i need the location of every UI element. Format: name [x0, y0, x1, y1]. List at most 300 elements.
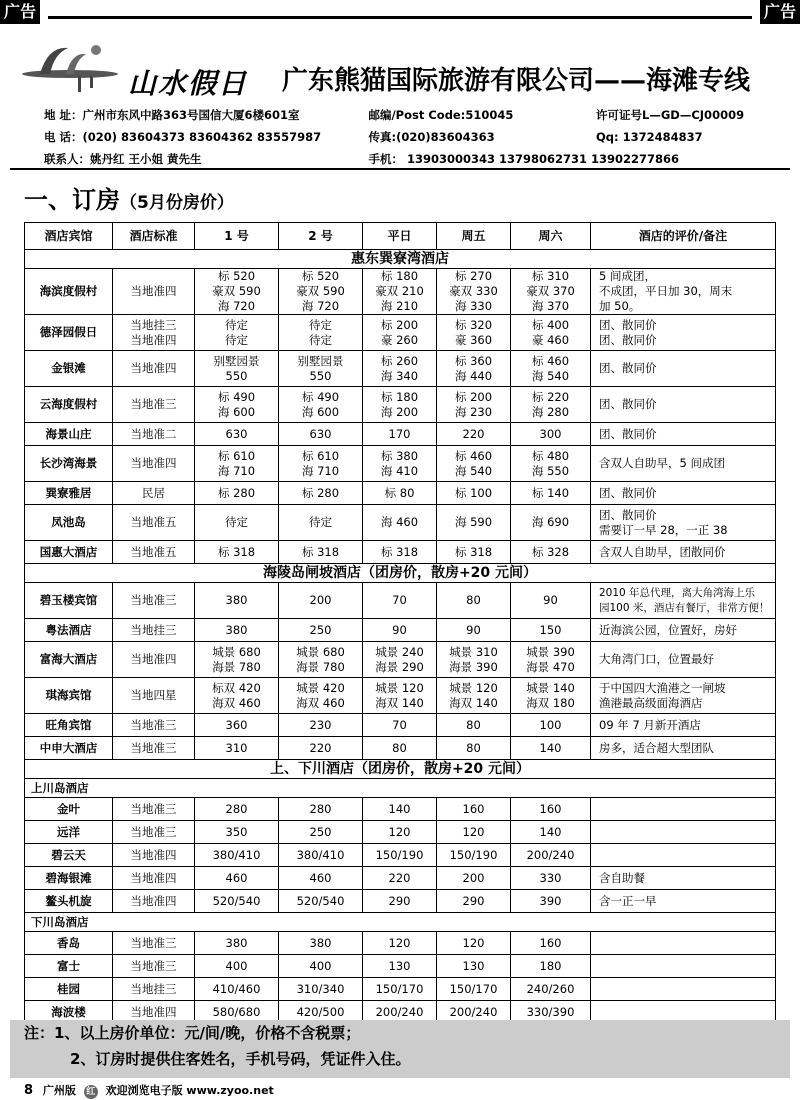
hotel-note: [591, 387, 776, 423]
table-row: [25, 482, 776, 505]
price-cell: [363, 844, 437, 867]
cell-line: 城景 140: [526, 680, 575, 695]
hotel-standard: [113, 583, 195, 619]
cell-line: 290: [462, 893, 485, 908]
phone: 电 话：(020) 83604373 83604362 83557987: [44, 130, 322, 144]
cell-line: 标 180: [380, 389, 419, 404]
hotel-note: [591, 798, 776, 821]
cell-line: 550: [225, 368, 248, 383]
hotel-note: [591, 642, 776, 678]
hotel-name: 长沙湾海景: [25, 446, 113, 482]
price-cell: [279, 821, 363, 844]
cell-line: 220: [462, 426, 485, 441]
table-row: [25, 955, 776, 978]
license: 许可证号L—GD—CJ00009: [596, 108, 745, 122]
price-cell: [511, 821, 591, 844]
cell-line: 海 600: [301, 404, 340, 419]
cell-line: 120: [462, 824, 485, 839]
cell-line: 140: [388, 801, 411, 816]
logo-icon: [20, 36, 120, 96]
table-row: [25, 505, 776, 541]
cell-line: 民居: [142, 485, 165, 500]
cell-line: 410/460: [212, 981, 261, 996]
cell-line: 130: [388, 958, 411, 973]
hotel-standard: [113, 678, 195, 714]
price-cell: [363, 955, 437, 978]
price-cell: [437, 821, 511, 844]
hotel-name: 富海大酒店: [25, 642, 113, 678]
cell-line: 80: [466, 593, 481, 607]
price-cell: [511, 446, 591, 482]
cell-line: 团、散同价: [599, 317, 657, 332]
hotel-standard: [113, 844, 195, 867]
price-cell: [195, 821, 279, 844]
table-header-row: [25, 223, 776, 250]
price-cell: [279, 583, 363, 619]
cell-line: 标 520: [301, 269, 340, 283]
cell-line: 豪双 590: [212, 284, 261, 298]
cell-line: 当地准五: [130, 544, 177, 559]
price-cell: [437, 844, 511, 867]
cell-line: 海 410: [380, 463, 419, 478]
hotel-note: [591, 619, 776, 642]
price-cell: [279, 423, 363, 446]
cell-line: 标 490: [301, 389, 340, 404]
price-cell: [511, 978, 591, 1001]
cell-line: 150/190: [375, 847, 424, 862]
hotel-standard: [113, 798, 195, 821]
cell-line: 海 460: [380, 515, 419, 529]
cell-line: 280: [309, 801, 332, 816]
price-cell: [511, 798, 591, 821]
hotel-name: 粤法酒店: [25, 619, 113, 642]
price-cell: [511, 387, 591, 423]
hotel-standard: [113, 890, 195, 913]
cell-line: 230: [309, 717, 332, 732]
cell-line: 当地准三: [130, 593, 177, 607]
cell-line: 标双 420: [212, 680, 261, 695]
edition: 广州版: [42, 1084, 76, 1097]
cell-line: 550: [309, 368, 332, 383]
hotel-standard: [113, 642, 195, 678]
section-title-text: 一、订房: [24, 186, 120, 214]
cell-line: 380: [225, 935, 248, 950]
cell-line: 标 318: [301, 544, 340, 559]
hotel-name: 富士: [25, 955, 113, 978]
table-row: [25, 844, 776, 867]
cell-line: 160: [462, 801, 485, 816]
table-row: [25, 387, 776, 423]
hotel-standard: [113, 737, 195, 760]
price-cell: [363, 387, 437, 423]
price-cell: [511, 315, 591, 351]
col-weekday: 平日: [363, 223, 437, 250]
hotel-note: [591, 867, 776, 890]
price-cell: [363, 315, 437, 351]
hotel-name: 香岛: [25, 932, 113, 955]
cell-line: 标 310: [531, 269, 570, 283]
cell-line: 当地准四: [130, 284, 177, 298]
cell-line: 250: [309, 622, 332, 637]
cell-line: 330/390: [526, 1004, 575, 1019]
hotel-standard: [113, 978, 195, 1001]
cell-line: 标 318: [217, 544, 256, 559]
price-cell: [437, 446, 511, 482]
cell-line: 标 100: [454, 485, 493, 500]
ad-label-left: 广告: [0, 0, 40, 24]
contact-row: [44, 126, 784, 148]
cell-line: 标 80: [384, 485, 415, 500]
hotel-note: [591, 714, 776, 737]
cell-line: 标 318: [380, 544, 419, 559]
cell-line: 标 460: [531, 353, 570, 368]
hotel-standard: [113, 315, 195, 351]
cell-line: 团、散同价: [599, 361, 657, 375]
cell-line: 120: [388, 824, 411, 839]
hotel-name: 凤池岛: [25, 505, 113, 541]
company-name: 广东熊猫国际旅游有限公司——海滩专线: [282, 66, 751, 96]
cell-line: 待定: [225, 317, 248, 332]
fax: 传真:(020)83604363: [368, 130, 495, 144]
cell-line: 标 318: [454, 544, 493, 559]
col-friday: 周五: [437, 223, 511, 250]
hotel-note: [591, 890, 776, 913]
cell-line: 330: [539, 870, 562, 885]
price-cell: [363, 978, 437, 1001]
price-cell: [279, 890, 363, 913]
price-cell: [511, 955, 591, 978]
brand-name: 山水假日: [128, 67, 249, 100]
cell-line: 220: [309, 740, 332, 755]
price-cell: [279, 978, 363, 1001]
cell-line: 当地准三: [130, 397, 177, 411]
cell-line: 当地准四: [130, 332, 177, 347]
cell-line: 海 720: [217, 299, 256, 313]
price-cell: [363, 737, 437, 760]
price-cell: [437, 678, 511, 714]
cell-line: 630: [225, 426, 248, 441]
table-row: [25, 867, 776, 890]
hotel-standard: [113, 821, 195, 844]
hotel-note: [591, 583, 776, 619]
cell-line: 220: [388, 870, 411, 885]
price-cell: [363, 714, 437, 737]
cell-line: 海景 470: [526, 659, 575, 674]
cell-line: 含双人自助早，团散同价: [599, 544, 726, 559]
price-cell: [437, 955, 511, 978]
cell-line: 海 710: [217, 463, 256, 478]
price-cell: [195, 798, 279, 821]
price-cell: [195, 844, 279, 867]
col-notes: 酒店的评价/备注: [591, 223, 776, 250]
price-cell: [511, 867, 591, 890]
cell-line: 团、散同价: [599, 426, 657, 441]
cell-line: 海 440: [454, 368, 493, 383]
price-cell: [195, 482, 279, 505]
col-day1: 1 号: [195, 223, 279, 250]
cell-line: 380: [309, 935, 332, 950]
cell-line: 加 50。: [599, 299, 641, 313]
hotel-name: 国惠大酒店: [25, 541, 113, 564]
price-cell: [437, 541, 511, 564]
group-header-row: [25, 250, 776, 269]
table-row: [25, 269, 776, 315]
price-cell: [437, 269, 511, 315]
price-cell: [363, 890, 437, 913]
cell-line: 当地准四: [130, 870, 177, 885]
cell-line: 150/170: [375, 981, 424, 996]
col-hotel: 酒店宾馆: [25, 223, 113, 250]
footer: [24, 1082, 274, 1099]
price-cell: [437, 737, 511, 760]
cell-line: 需要订一早 28，一正 38: [599, 522, 728, 537]
cell-line: 300: [539, 426, 562, 441]
cell-line: 310: [225, 740, 248, 755]
cell-line: 渔港最高级面海酒店: [599, 695, 703, 710]
hotel-standard: [113, 541, 195, 564]
group-header-row: [25, 564, 776, 583]
cell-line: 标 380: [380, 448, 419, 463]
header: [10, 22, 790, 168]
note-2: 2、订房时提供住客姓名，手机号码，凭证件入住。: [70, 1050, 411, 1068]
cell-line: 标 280: [301, 485, 340, 500]
cell-line: 海双 140: [375, 695, 424, 710]
hotel-standard: [113, 619, 195, 642]
price-cell: [511, 678, 591, 714]
cell-line: 海双 460: [296, 695, 345, 710]
cell-line: 150: [539, 622, 562, 637]
price-cell: [279, 642, 363, 678]
price-cell: [195, 737, 279, 760]
price-cell: [363, 821, 437, 844]
price-cell: [363, 678, 437, 714]
price-cell: [511, 423, 591, 446]
price-cell: [279, 619, 363, 642]
cell-line: 别墅园景: [297, 353, 344, 368]
price-cell: [437, 505, 511, 541]
cell-line: 海 330: [454, 299, 493, 313]
cell-line: 团、散同价: [599, 332, 657, 347]
price-cell: [279, 844, 363, 867]
cell-line: 海 540: [531, 368, 570, 383]
cell-line: 200/240: [449, 1004, 498, 1019]
cell-line: 海双 460: [212, 695, 261, 710]
badge-icon: 红: [84, 1085, 98, 1099]
contact-info: [44, 104, 784, 170]
price-cell: [511, 844, 591, 867]
hotel-name: 云海度假村: [25, 387, 113, 423]
price-cell: [363, 505, 437, 541]
cell-line: 豪双 590: [296, 284, 345, 298]
cell-line: 520/540: [212, 893, 261, 908]
cell-line: 当地准三: [130, 958, 177, 973]
cell-line: 房多，适合超大型团队: [599, 740, 714, 755]
cell-line: 团、散同价: [599, 397, 657, 411]
cell-line: 园100 米，酒店有餐厅，非常方便！: [599, 601, 770, 614]
price-cell: [195, 387, 279, 423]
hotel-note: [591, 844, 776, 867]
price-cell: [363, 867, 437, 890]
cell-line: 当地挂三: [130, 622, 177, 637]
cell-line: 当地准三: [130, 717, 177, 732]
hotel-standard: [113, 387, 195, 423]
hotel-standard: [113, 714, 195, 737]
price-cell: [363, 446, 437, 482]
footer-link[interactable]: 欢迎浏览电子版 www.zyoo.net: [105, 1084, 274, 1097]
cell-line: 城景 120: [449, 680, 498, 695]
hotel-name: 中申大酒店: [25, 737, 113, 760]
cell-line: 380: [225, 593, 248, 607]
price-cell: [279, 955, 363, 978]
cell-line: 于中国四大渔港之一闸坡: [599, 680, 726, 695]
cell-line: 海 600: [217, 404, 256, 419]
cell-line: 城景 680: [296, 644, 345, 659]
cell-line: 不成团，平日加 30，周末: [599, 284, 733, 298]
cell-line: 420/500: [296, 1004, 345, 1019]
price-cell: [511, 642, 591, 678]
price-cell: [279, 351, 363, 387]
hotel-name: 碧海银滩: [25, 867, 113, 890]
cell-line: 5 间成团，: [599, 269, 656, 283]
cell-line: 海景 780: [212, 659, 261, 674]
cell-line: 标 320: [454, 317, 493, 332]
cell-line: 160: [539, 935, 562, 950]
price-cell: [511, 583, 591, 619]
section-title: [24, 180, 234, 215]
cell-line: 当地准三: [130, 824, 177, 839]
contact-row: [44, 148, 784, 170]
price-cell: [195, 619, 279, 642]
hotel-name: 琪海宾馆: [25, 678, 113, 714]
cell-line: 海 340: [380, 368, 419, 383]
hotel-name: 旺角宾馆: [25, 714, 113, 737]
cell-line: 390: [539, 893, 562, 908]
cell-line: 含双人自助早，5 间成团: [599, 456, 725, 470]
cell-line: 140: [539, 740, 562, 755]
cell-line: 待定: [225, 515, 248, 529]
table-row: [25, 315, 776, 351]
cell-line: 海 370: [531, 299, 570, 313]
cell-line: 当地挂三: [130, 317, 177, 332]
cell-line: 80: [466, 717, 481, 732]
price-cell: [195, 583, 279, 619]
hotel-note: [591, 446, 776, 482]
cell-line: 海双 140: [449, 695, 498, 710]
cell-line: 城景 680: [212, 644, 261, 659]
cell-line: 标 260: [380, 353, 419, 368]
price-cell: [437, 890, 511, 913]
cell-line: 大角湾门口，位置最好: [599, 652, 714, 666]
price-cell: [195, 932, 279, 955]
cell-line: 380/410: [212, 847, 261, 862]
cell-line: 120: [462, 935, 485, 950]
hotel-standard: [113, 955, 195, 978]
price-cell: [437, 867, 511, 890]
price-cell: [363, 642, 437, 678]
hotel-standard: [113, 932, 195, 955]
price-cell: [195, 315, 279, 351]
table-row: [25, 821, 776, 844]
cell-line: 豪双 370: [526, 284, 575, 298]
hotel-note: [591, 932, 776, 955]
cell-line: 150/170: [449, 981, 498, 996]
price-cell: [195, 541, 279, 564]
cell-line: 150/190: [449, 847, 498, 862]
page-number: 8: [24, 1083, 34, 1098]
cell-line: 别墅园景: [213, 353, 260, 368]
cell-line: 400: [309, 958, 332, 973]
price-cell: [195, 978, 279, 1001]
hotel-name: 碧云天: [25, 844, 113, 867]
cell-line: 当地准三: [130, 801, 177, 816]
price-cell: [437, 798, 511, 821]
note-1: 注：1、以上房价单位：元/间/晚，价格不含税票；: [24, 1024, 361, 1042]
cell-line: 海 690: [531, 515, 570, 529]
cell-line: 海 200: [380, 404, 419, 419]
cell-line: 海 710: [301, 463, 340, 478]
cell-line: 海双 180: [526, 695, 575, 710]
table-row: [25, 932, 776, 955]
subgroup-title: 上川岛酒店: [25, 779, 776, 798]
hotel-note: [591, 315, 776, 351]
price-cell: [511, 505, 591, 541]
subgroup-header-row: [25, 779, 776, 798]
cell-line: 180: [539, 958, 562, 973]
cell-line: 标 610: [301, 448, 340, 463]
cell-line: 城景 120: [375, 680, 424, 695]
price-cell: [437, 315, 511, 351]
price-cell: [511, 737, 591, 760]
price-cell: [363, 583, 437, 619]
price-cell: [437, 583, 511, 619]
price-cell: [279, 541, 363, 564]
cell-line: 130: [462, 958, 485, 973]
price-cell: [279, 714, 363, 737]
hotel-name: 海滨度假村: [25, 269, 113, 315]
price-cell: [511, 714, 591, 737]
hotel-note: [591, 737, 776, 760]
price-cell: [511, 541, 591, 564]
hotel-standard: [113, 351, 195, 387]
cell-line: 240/260: [526, 981, 575, 996]
cell-line: 标 140: [531, 485, 570, 500]
header-rule: [10, 168, 790, 170]
cell-line: 120: [388, 935, 411, 950]
price-cell: [195, 446, 279, 482]
cell-line: 250: [309, 824, 332, 839]
price-cell: [279, 482, 363, 505]
cell-line: 豪双 210: [375, 284, 424, 298]
cell-line: 当地准四: [130, 1004, 177, 1019]
cell-line: 460: [309, 870, 332, 885]
col-standard: 酒店标准: [113, 223, 195, 250]
price-cell: [363, 798, 437, 821]
cell-line: 标 270: [454, 269, 493, 283]
price-cell: [279, 315, 363, 351]
cell-line: 海 540: [454, 463, 493, 478]
cell-line: 海景 390: [449, 659, 498, 674]
price-cell: [195, 890, 279, 913]
table-row: [25, 446, 776, 482]
hotel-standard: [113, 269, 195, 315]
cell-line: 当地准四: [130, 361, 177, 375]
cell-line: 当地准二: [130, 426, 177, 441]
cell-line: 海 230: [454, 404, 493, 419]
hotel-note: [591, 423, 776, 446]
hotel-standard: [113, 423, 195, 446]
price-cell: [511, 269, 591, 315]
cell-line: 海 210: [380, 299, 419, 313]
